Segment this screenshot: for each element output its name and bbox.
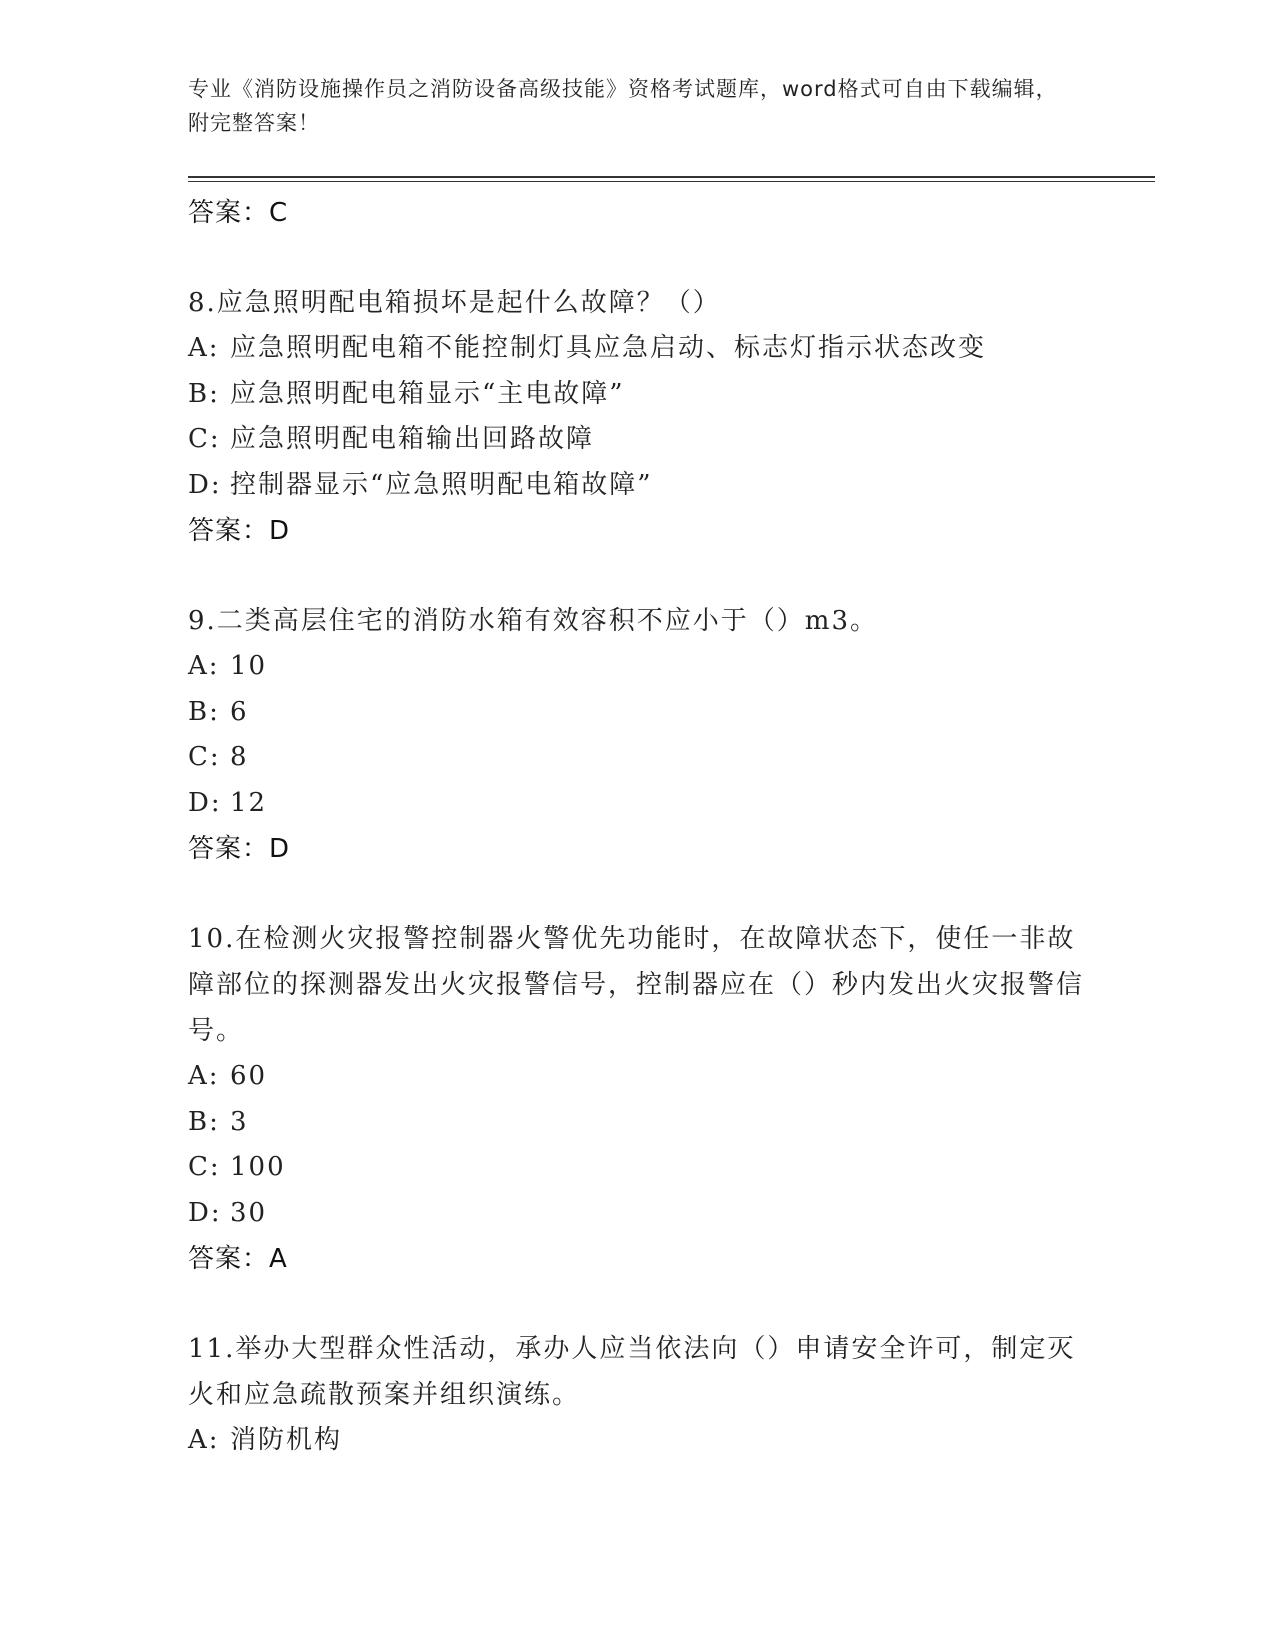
option-text: 应急照明配电箱输出回路故障 xyxy=(230,424,595,454)
option-text: 60 xyxy=(230,1061,268,1091)
option-label: A: xyxy=(188,651,220,681)
option-c xyxy=(188,735,1088,781)
option-a xyxy=(188,326,1088,372)
option-label: C: xyxy=(188,742,221,772)
question-title: 11.举办大型群众性活动，承办人应当依法向（）申请安全许可，制定灭火和应急疏散预案并组织演练。 xyxy=(188,1334,1076,1410)
option-text: 100 xyxy=(230,1152,286,1182)
question-11 xyxy=(188,1326,1088,1464)
question-list xyxy=(188,190,1088,1464)
header-divider-thin xyxy=(188,181,1155,182)
option-label: B: xyxy=(188,1106,220,1137)
question-title: 9.二类高层住宅的消防水箱有效容积不应小于（）m3。 xyxy=(188,606,879,636)
option-text: 应急照明配电箱不能控制灯具应急启动、标志灯指示状态改变 xyxy=(230,333,987,363)
answer-line: 答案：A xyxy=(188,1244,288,1274)
question-9 xyxy=(188,598,1088,872)
question-title: 10.在检测火灾报警控制器火警优先功能时，在故障状态下，使任一非故障部位的探测器发出火灾报警信号，控制器应在（）秒内发出火灾报警信号。 xyxy=(188,924,1085,1046)
option-label: D: xyxy=(188,787,222,818)
question-title: 8.应急照明配电箱损坏是起什么故障？（） xyxy=(188,288,721,318)
option-a xyxy=(188,1054,1088,1100)
option-label: C: xyxy=(188,424,221,454)
option-text: 6 xyxy=(230,696,249,727)
option-text: 消防机构 xyxy=(230,1425,343,1455)
option-label: C: xyxy=(188,1152,221,1182)
option-label: A: xyxy=(188,1425,220,1455)
header-divider-thick xyxy=(188,176,1155,178)
option-c xyxy=(188,417,1088,463)
question-10 xyxy=(188,916,1088,1282)
option-label: A: xyxy=(188,1061,220,1091)
option-d xyxy=(188,781,1088,827)
option-text: 12 xyxy=(230,787,268,818)
option-text: 控制器显示“应急照明配电箱故障” xyxy=(230,469,653,500)
option-b xyxy=(188,690,1088,736)
option-b xyxy=(188,372,1088,418)
answer-line: 答案：D xyxy=(188,516,291,546)
option-d xyxy=(188,1191,1088,1237)
option-text: 应急照明配电箱显示“主电故障” xyxy=(230,378,625,409)
option-label: B: xyxy=(188,696,220,727)
answer-line: 答案：D xyxy=(188,834,291,864)
option-c xyxy=(188,1145,1088,1191)
option-label: D: xyxy=(188,469,222,500)
option-d xyxy=(188,463,1088,509)
option-label: D: xyxy=(188,1197,222,1228)
answer-line: 答案：C xyxy=(188,198,289,228)
option-label: A: xyxy=(188,333,220,363)
option-a xyxy=(188,644,1088,690)
option-label: B: xyxy=(188,378,220,409)
option-text: 8 xyxy=(230,742,249,772)
document-header: 专业《消防设施操作员之消防设备高级技能》资格考试题库，word格式可自由下载编辑，附完整答案！ xyxy=(188,77,1058,135)
option-b xyxy=(188,1100,1088,1146)
option-text: 30 xyxy=(230,1197,268,1228)
option-text: 10 xyxy=(230,651,268,681)
question-8 xyxy=(188,280,1088,554)
option-text: 3 xyxy=(230,1106,249,1137)
option-a xyxy=(188,1418,1088,1464)
